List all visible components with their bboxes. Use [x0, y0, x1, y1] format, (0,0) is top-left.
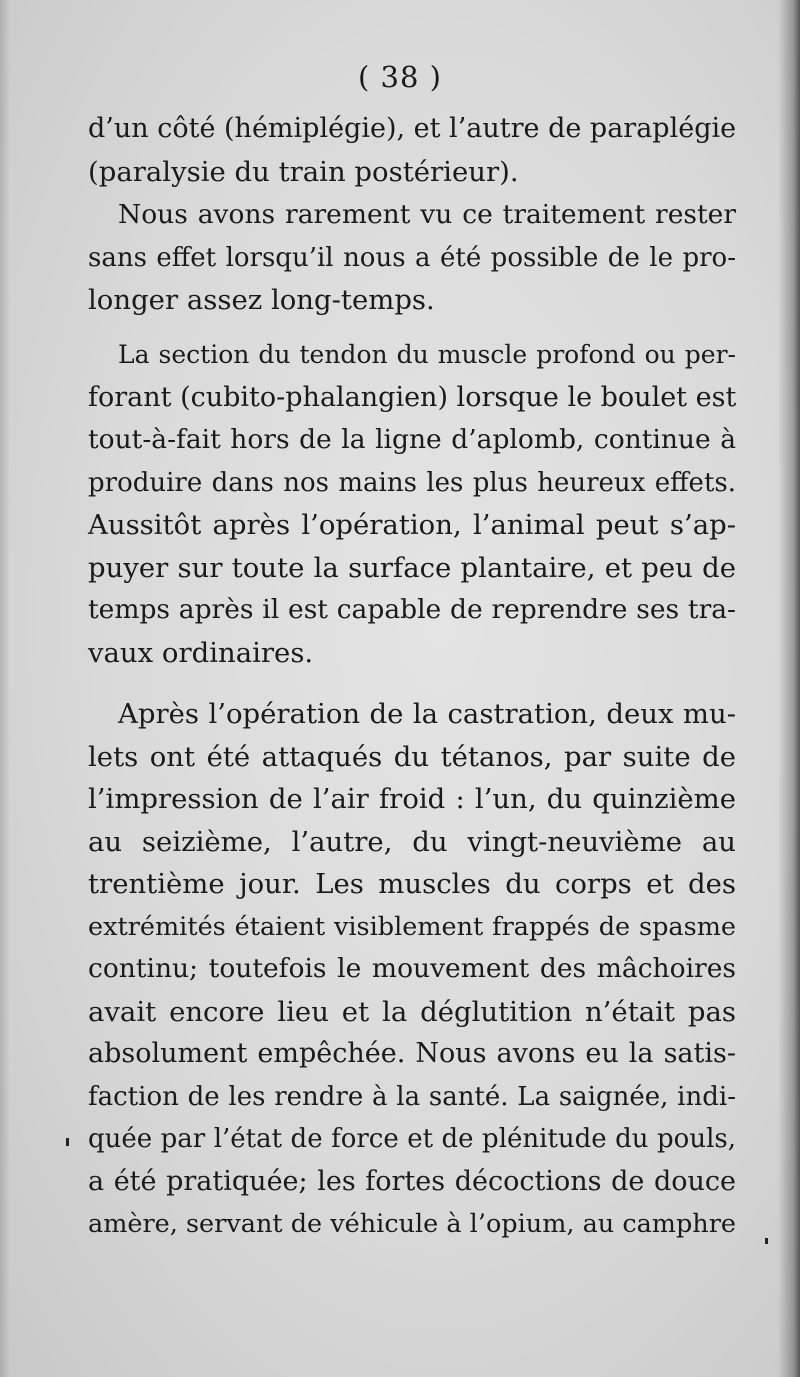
- text-line: quée par l’état de force et de plénitude du pouls,: [88, 1124, 736, 1154]
- text-line: produire dans nos mains les plus heureux effets.: [88, 467, 736, 498]
- paragraph-4: [88, 693, 736, 1246]
- text-line: amère, servant de véhicule à l’opium, au camphre: [88, 1209, 737, 1239]
- paragraph-2: [88, 194, 736, 322]
- paragraph-3: [88, 334, 736, 674]
- text-line: longer assez long-temps.: [88, 284, 435, 316]
- text-line: continu; toutefois le mouvement des mâchoires: [88, 953, 736, 984]
- page-number: ( 38 ): [358, 60, 442, 94]
- text-line: tout-à-fait hors de la ligne d’aplomb, continue à: [88, 424, 736, 455]
- text-line: l’impression de l’air froid : l’un, du quinzième: [88, 783, 736, 815]
- text-line: faction de les rendre à la santé. La saignée, indi-: [88, 1081, 736, 1112]
- text-line: vaux ordinaires.: [88, 636, 314, 669]
- text-line: absolument empêchée. Nous avons eu la satis-: [88, 1038, 736, 1069]
- text-line: lets ont été attaqués du tétanos, par suite de: [88, 740, 736, 773]
- text-line: Aussitôt après l’opération, l’animal peut s’ap-: [88, 509, 736, 541]
- text-line: Après l’opération de la castration, deux mu-: [118, 698, 736, 730]
- text-line: forant (cubito-phalangien) lorsque le boulet est: [88, 381, 737, 413]
- scan-speck: [765, 1238, 768, 1244]
- text-line: avait encore lieu et la déglutition n’était pas: [88, 995, 736, 1028]
- text-line: puyer sur toute la surface plantaire, et peu de: [88, 551, 736, 584]
- page-right-shadow: [778, 0, 800, 1377]
- text-line: extrémités étaient visiblement frappés de spasme: [88, 911, 736, 942]
- text-line: temps après il est capable de reprendre ses tra-: [88, 594, 736, 625]
- text-line: La section du tendon du muscle profond ou per-: [118, 340, 736, 369]
- text-line: sans effet lorsqu’il nous a été possible de le pro-: [88, 242, 736, 273]
- text-line: Nous avons rarement vu ce traitement rester: [118, 199, 736, 230]
- text-line: d’un côté (hémiplégie), et l’autre de paraplégie: [88, 113, 737, 144]
- text-line: a été pratiquée; les fortes décoctions de douce: [88, 1165, 736, 1197]
- scan-speck: [66, 1138, 69, 1146]
- text-line: au seizième, l’autre, du vingt-neuvième au: [88, 825, 736, 858]
- paragraph-1: [88, 108, 736, 193]
- page-left-shadow: [0, 0, 10, 1377]
- text-line: (paralysie du train postérieur).: [88, 155, 519, 188]
- text-line: trentième jour. Les muscles du corps et des: [88, 868, 736, 900]
